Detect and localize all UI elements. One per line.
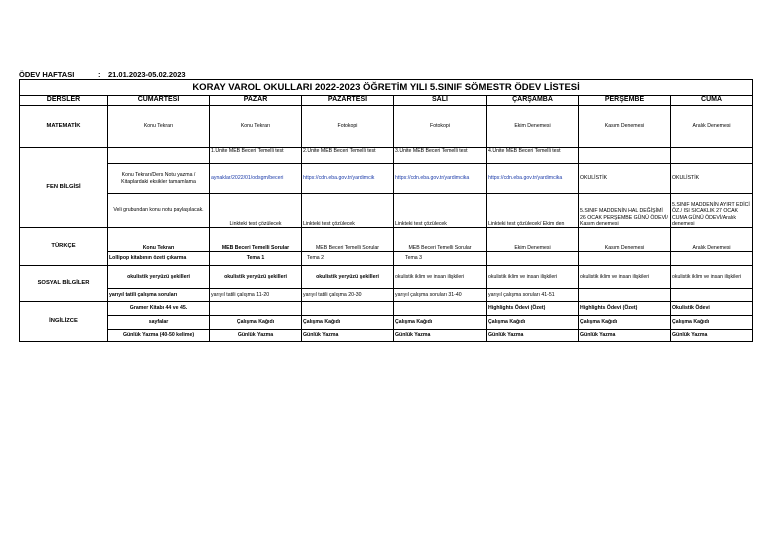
table-row [20,164,753,194]
col-header-carsamba: ÇARŞAMBA [487,96,579,106]
table-cell: Kasım Denemesi [579,106,671,148]
table-cell: Günlük Yazma [394,330,487,342]
table-cell: Konu Tekrarı [210,106,302,148]
table-cell: Çalışma Kağıdı [487,316,579,330]
table-cell: Linkteki test çözülecek [210,194,302,228]
table-row [20,302,753,316]
table-cell: Aralık Denemesi [671,228,753,252]
table-cell: yarıyıl tatili çalışma 11-20 [210,289,302,302]
subject-ingilizce: İNGİLİZCE [20,302,108,342]
subject-turkce: TÜRKÇE [20,228,108,266]
table-cell: okulistik yeryüzü şekilleri [210,266,302,289]
table-cell: 5.SINIF MADDENİN HAL DEĞİŞİMİ 26 OCAK PERŞEMBE GÜNÜ ÖDEVİ/ Kasım denemesi [579,194,671,228]
subject-fen: FEN BİLGİSİ [20,148,108,228]
table-cell: 2.Ünite MEB Beceri Temelli test [302,148,394,164]
subject-matematik: MATEMATİK [20,106,108,148]
table-cell: okulistik iklim ve insan ilişkileri [579,266,671,289]
table-cell [302,252,394,266]
table-cell [487,252,579,266]
table-cell [671,148,753,164]
table-cell: okulistik yeryüzü şekilleri [108,266,210,289]
table-cell [671,289,753,302]
table-cell: Çalışma Kağıdı [302,316,394,330]
table-cell: 5.SINIF MADDENİN AYIRT EDİCİ ÖZ./ ISI SICAKLIK 27 OCAK CUMA GÜNÜ ÖDEVİ/Aralık denemesi [671,194,753,228]
table-cell: Konu Tekrarı/Ders Notu yazma / Kitaplardaki eksikler tamamlama [108,164,210,194]
table-cell [671,252,753,266]
table-cell: Veli grubundan konu notu paylaşılacak. [108,194,210,228]
title-row [20,80,753,96]
table-cell: MEB Beceri Temelli Sorular [210,228,302,252]
table-cell: Fotokopi [394,106,487,148]
table-cell: Kasım Denemesi [579,228,671,252]
table-row [20,316,753,330]
table-cell: yarıyıl tatili çalışma soruları [108,289,210,302]
table-row [20,194,753,228]
table-cell: Gramer Kitabı 44 ve 45. [108,302,210,316]
table-cell: Günlük Yazma [487,330,579,342]
cell-text: Tema 3 [405,255,423,262]
table-cell: Konu Tekrarı [108,106,210,148]
table-cell [579,148,671,164]
table-cell: OKULİSTİK [579,164,671,194]
table-cell: Highlights Ödevi (Özet) [579,302,671,316]
col-header-pazar: PAZAR [210,96,302,106]
table-row [20,252,753,266]
col-header-cuma: CUMA [671,96,753,106]
table-cell: Çalışma Kağıdı [210,316,302,330]
cell-text: Tema 2 [307,255,325,262]
table-row [20,266,753,289]
table-row [20,330,753,342]
table-cell [394,252,487,266]
link-cell[interactable]: https://cdn.eba.gov.tr/yardimcik [302,164,394,194]
table-cell: Linkteki test çözülecek [302,194,394,228]
col-header-dersler: DERSLER [20,96,108,106]
table-cell: Aralık Denemesi [671,106,753,148]
col-header-pazartesi: PAZARTESİ [302,96,394,106]
table-cell: Çalışma Kağıdı [394,316,487,330]
table-row [20,106,753,148]
table-cell: sayfalar [108,316,210,330]
table-cell: MEB Beceri Temelli Sorular [394,228,487,252]
table-row [20,148,753,164]
table-cell: Günlük Yazma (40-50 kelime) [108,330,210,342]
table-cell: Fotokopi [302,106,394,148]
table-cell: yarıyıl çalışma soruları 31-40 [394,289,487,302]
table-cell: 1.Ünite MEB Beceri Temelli test [210,148,302,164]
table-cell: Lollipop kitabının özeti çıkarma [108,252,210,266]
table-title: KORAY VAROL OKULLARI 2022-2023 ÖĞRETİM YILI 5.SINIF SÖMESTR ÖDEV LİSTESİ [20,80,753,96]
table-cell: Çalışma Kağıdı [579,316,671,330]
table-cell [579,252,671,266]
col-header-cumartesi: CUMARTESİ [108,96,210,106]
table-cell: okulistik iklim ve insan ilişkileri [671,266,753,289]
table-cell: Linkteki test çözülecek/ Ekim den [487,194,579,228]
table-cell [108,148,210,164]
table-cell: Konu Tekrarı [108,228,210,252]
subject-sosyal: SOSYAL BİLGİLER [20,266,108,302]
table-cell: Tema 1 [210,252,302,266]
link-cell[interactable]: https://cdn.eba.gov.tr/yardimcika [394,164,487,194]
table-cell: okulistik yeryüzü şekilleri [302,266,394,289]
table-cell: 4.Ünite MEB Beceri Temelli test [487,148,579,164]
table-cell: Okulistik Ödevi [671,302,753,316]
homework-week-separator: : [98,70,101,79]
table-cell: Linkteki test çözülecek [394,194,487,228]
col-header-sali: SALI [394,96,487,106]
link-cell[interactable]: https://cdn.eba.gov.tr/yardimcika [487,164,579,194]
table-cell: MEB Beceri Temelli Sorular [302,228,394,252]
table-cell [302,302,394,316]
table-cell: Ekim Denemesi [487,228,579,252]
header-row [20,96,753,106]
table-cell [579,289,671,302]
table-cell: okulistik iklim ve insan ilişkileri [487,266,579,289]
table-cell: Highlights Ödevi (Özet) [487,302,579,316]
link-cell[interactable]: aynaklar/2022/01/odsgm/beceri [210,164,302,194]
table-row [20,228,753,252]
table-cell: okulistik iklim ve insan ilişkileri [394,266,487,289]
table-cell: Ekim Denemesi [487,106,579,148]
homework-week-label: ÖDEV HAFTASI [19,70,75,79]
table-cell [394,302,487,316]
table-cell: Günlük Yazma [671,330,753,342]
homework-table [19,79,753,342]
table-cell: Günlük Yazma [210,330,302,342]
homework-week-range: 21.01.2023-05.02.2023 [108,70,186,79]
col-header-persembe: PERŞEMBE [579,96,671,106]
table-cell: Günlük Yazma [302,330,394,342]
table-cell: yarıyıl tatili çalışma 20-30 [302,289,394,302]
table-cell: 3.Ünite MEB Beceri Temelli test [394,148,487,164]
table-cell: OKULİSTİK [671,164,753,194]
table-cell: Çalışma Kağıdı [671,316,753,330]
table-cell: yarıyıl çalışma soruları 41-51 [487,289,579,302]
table-row [20,289,753,302]
table-cell: Günlük Yazma [579,330,671,342]
table-cell [210,302,302,316]
